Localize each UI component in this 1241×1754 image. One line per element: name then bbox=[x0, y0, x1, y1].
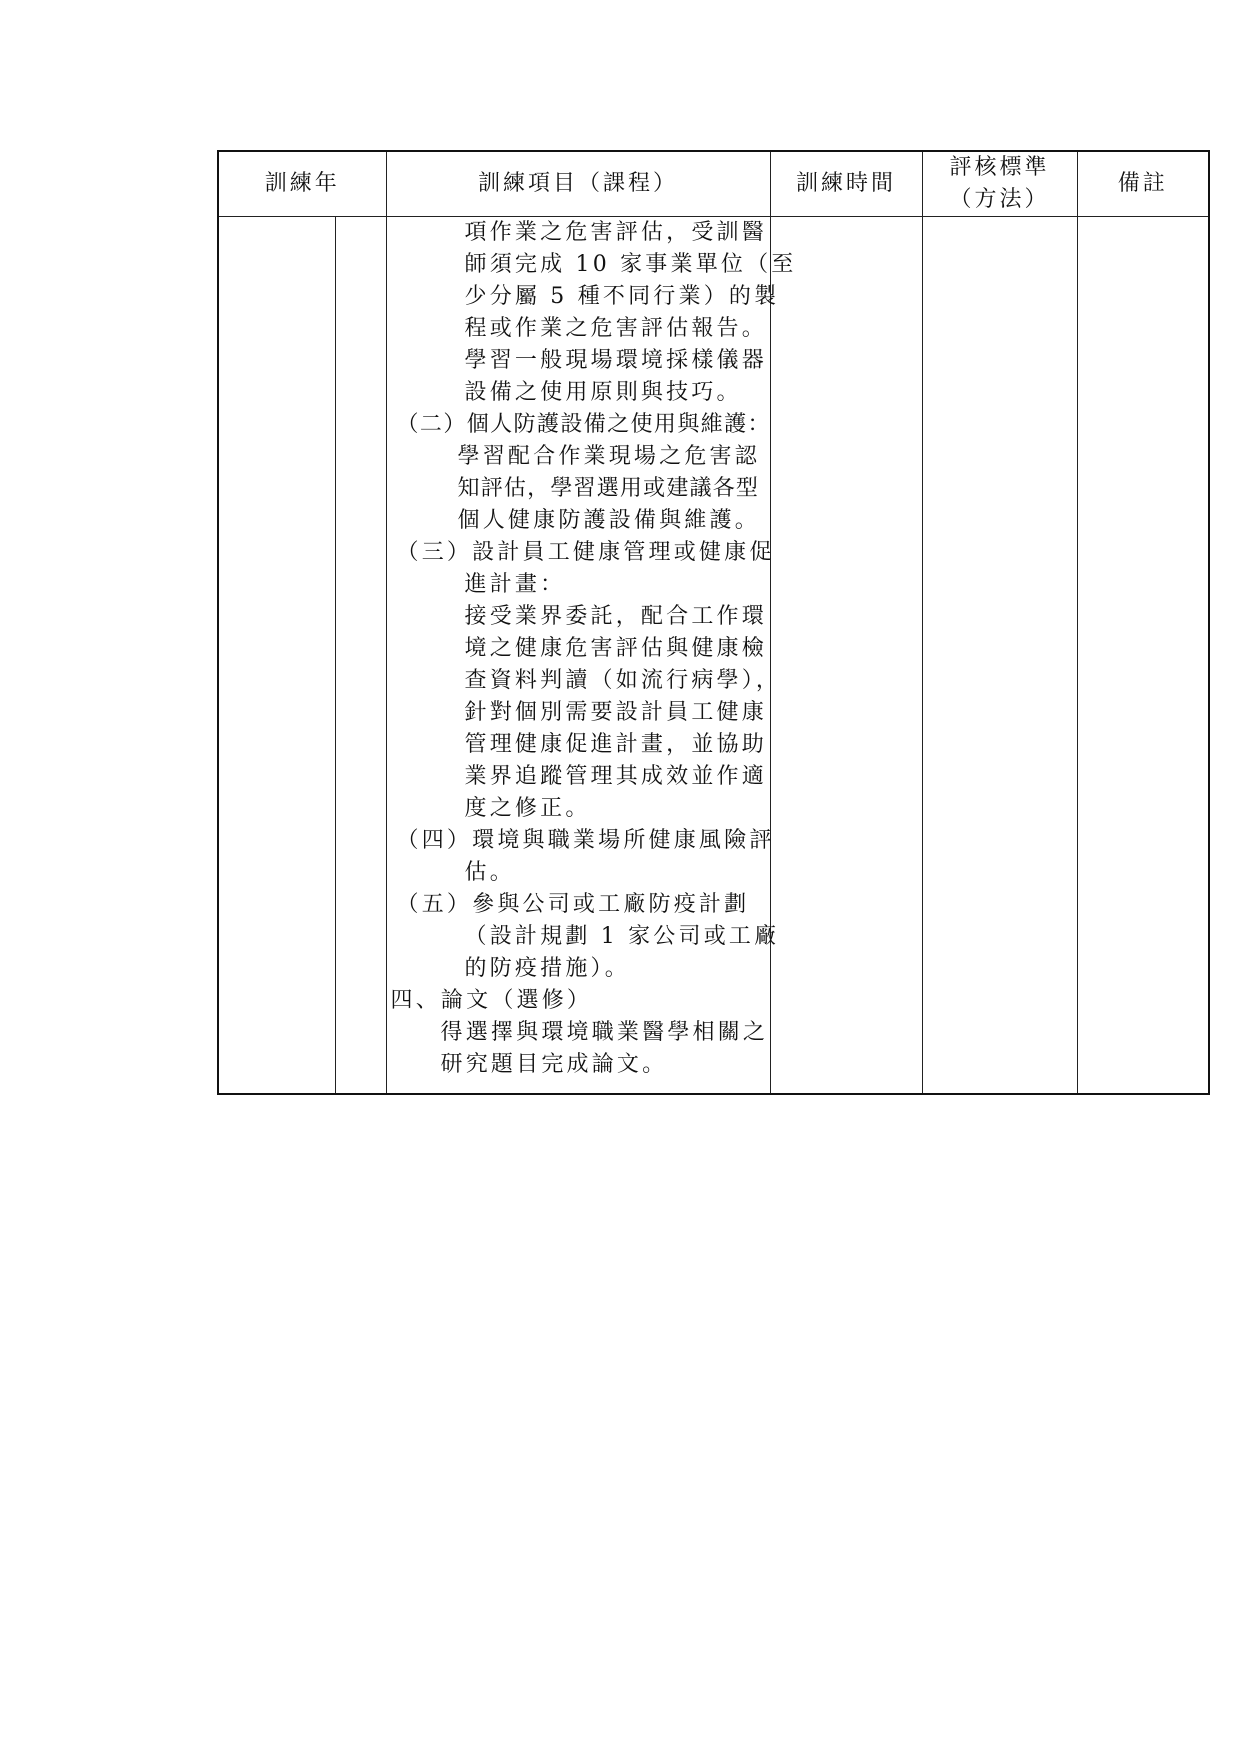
header-criteria bbox=[922, 151, 1077, 217]
course-line: 境之健康危害評估與健康檢 bbox=[464, 636, 767, 661]
training-table bbox=[217, 150, 1210, 1095]
header-note: 備註 bbox=[1077, 151, 1209, 217]
course-line: 設備之使用原則與技巧。 bbox=[464, 380, 742, 405]
course-line: 業界追蹤管理其成效並作適 bbox=[464, 764, 767, 789]
year-cell bbox=[218, 217, 335, 1095]
criteria-cell bbox=[922, 217, 1077, 1095]
header-row bbox=[218, 151, 1209, 217]
course-line: 學習一般現場環境採樣儀器 bbox=[464, 348, 767, 373]
course-line: 學習配合作業現場之危害認 bbox=[457, 444, 760, 469]
course-line: 少分屬 5 種不同行業）的製 bbox=[464, 284, 780, 309]
course-line: （三）設計員工健康管理或健康促 bbox=[396, 540, 775, 565]
header-criteria-line2: （方法） bbox=[949, 187, 1050, 212]
time-cell bbox=[770, 217, 922, 1095]
course-line: 項作業之危害評估，受訓醫 bbox=[464, 220, 767, 245]
course-line: （二）個人防護設備之使用與維護： bbox=[396, 412, 771, 437]
course-line: （五）參與公司或工廠防疫計劃 bbox=[396, 892, 750, 917]
course-line: 估。 bbox=[464, 860, 515, 885]
header-criteria-line1: 評核標準 bbox=[949, 155, 1050, 180]
note-cell bbox=[1077, 217, 1209, 1095]
course-line: 查資料判讀（如流行病學）， bbox=[464, 668, 782, 693]
course-cell bbox=[386, 217, 797, 1095]
course-line: 知評估，學習選用或建議各型 bbox=[457, 476, 760, 501]
header-year: 訓練年 bbox=[218, 151, 386, 217]
course-line: 度之修正。 bbox=[464, 796, 591, 821]
course-line: 進計畫： bbox=[464, 572, 566, 597]
course-line: 程或作業之危害評估報告。 bbox=[464, 316, 767, 341]
course-line: （四）環境與職業場所健康風險評 bbox=[396, 828, 775, 853]
header-course: 訓練項目（課程） bbox=[386, 151, 770, 217]
course-line: 針對個別需要設計員工健康 bbox=[464, 700, 767, 725]
course-line: 個人健康防護設備與維護。 bbox=[457, 508, 760, 533]
course-line: 師須完成 10 家事業單位（至 bbox=[464, 252, 797, 277]
sub-year-cell bbox=[335, 217, 386, 1095]
course-line: 接受業界委託，配合工作環 bbox=[464, 604, 767, 629]
course-line: 研究題目完成論文。 bbox=[440, 1052, 668, 1077]
content-row bbox=[218, 217, 1209, 1095]
course-line: 管理健康促進計畫，並協助 bbox=[464, 732, 767, 757]
header-time: 訓練時間 bbox=[770, 151, 922, 217]
course-line: 得選擇與環境職業醫學相關之 bbox=[440, 1020, 769, 1045]
course-line: 四、論文（選修） bbox=[390, 988, 593, 1013]
course-line: （設計規劃 1 家公司或工廠 bbox=[464, 924, 780, 949]
course-line: 的防疫措施）。 bbox=[464, 956, 630, 981]
